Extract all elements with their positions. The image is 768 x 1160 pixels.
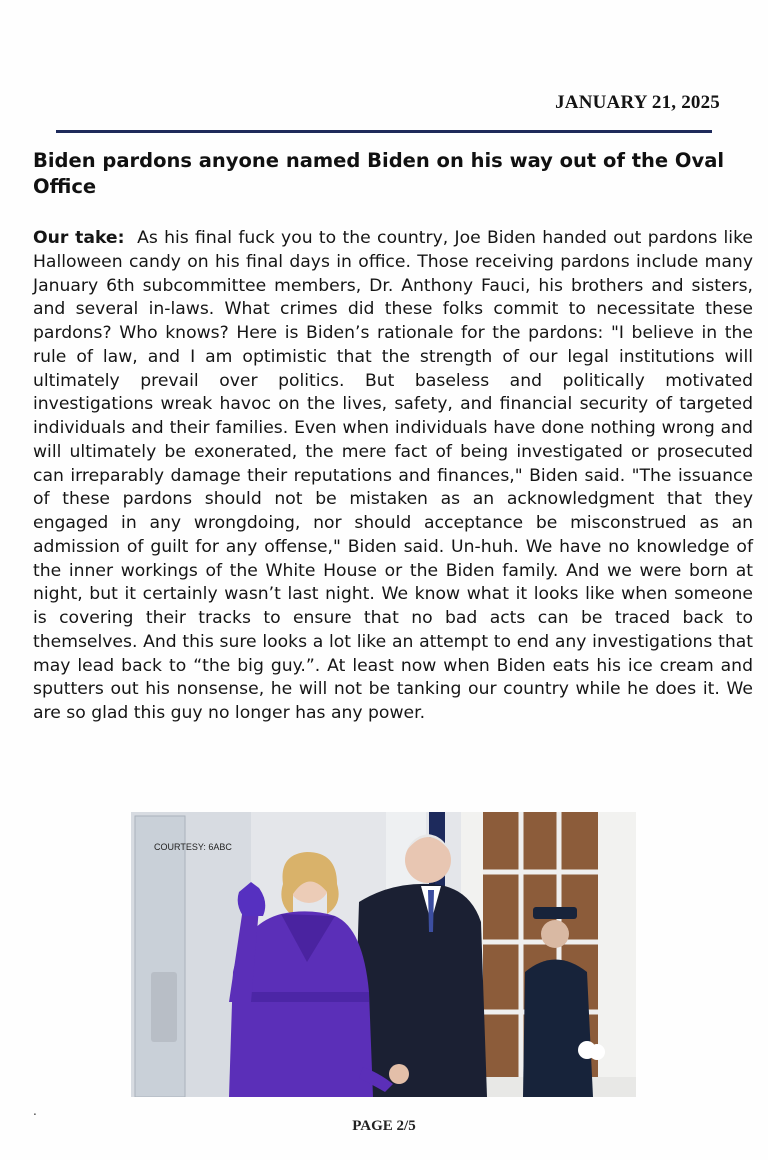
- lead-label: Our take:: [33, 228, 125, 248]
- page-number: PAGE 2/5: [352, 1118, 416, 1134]
- article-headline: Biden pardons anyone named Biden on his way out of the Oval Office: [33, 149, 725, 198]
- photo-credit: COURTESY: 6ABC: [154, 842, 232, 852]
- article-body: [33, 227, 753, 726]
- news-photo: [131, 812, 636, 1097]
- footer-dot: .: [33, 1104, 37, 1118]
- issue-date: JANUARY 21, 2025: [555, 92, 720, 113]
- article-text: As his final fuck you to the country, Joe Biden handed out pardons like Halloween candy on his final days in office. Those receiving pardons include many January 6th subcommittee members, Dr. Anthony Fauci, his brothers and sisters, and several in-laws. What crimes did these folks commit to necessitate these pardons? Who knows? Here is Biden’s rationale for the pardons: "I believe in the rule of law, and I am optimistic that the strength of our legal institutions will ultimately prevail over politics. But baseless and politically motivated investigations wreak havoc on the lives, safety, and financial security of targeted individuals and their families. Even when individuals have done nothing wrong and will ultimately be exonerated, the mere fact of being investigated or prosecuted can irreparably damage their reputations and finances," Biden said. "The issuance of these pardons should not be mistaken as an acknowledgment that they engaged in any wrongdoing, nor should acceptance be misconstrued as an admission of guilt for any offense," Biden said. Un-huh. We have no knowledge of the inner workings of the White House or the Biden family. And we were born at night, but it certainly wasn’t last night. We know what it looks like when someone is covering their tracks to ensure that no bad acts can be traced back to themselves. And this sure looks a lot like an attempt to end any investigations that may lead back to “the big guy.”. At least now when Biden eats his ice cream and sputters out his nonsense, he will not be tanking our country while he does it. We are so glad this guy no longer has any power.: [33, 228, 753, 723]
- header-divider: [56, 130, 712, 133]
